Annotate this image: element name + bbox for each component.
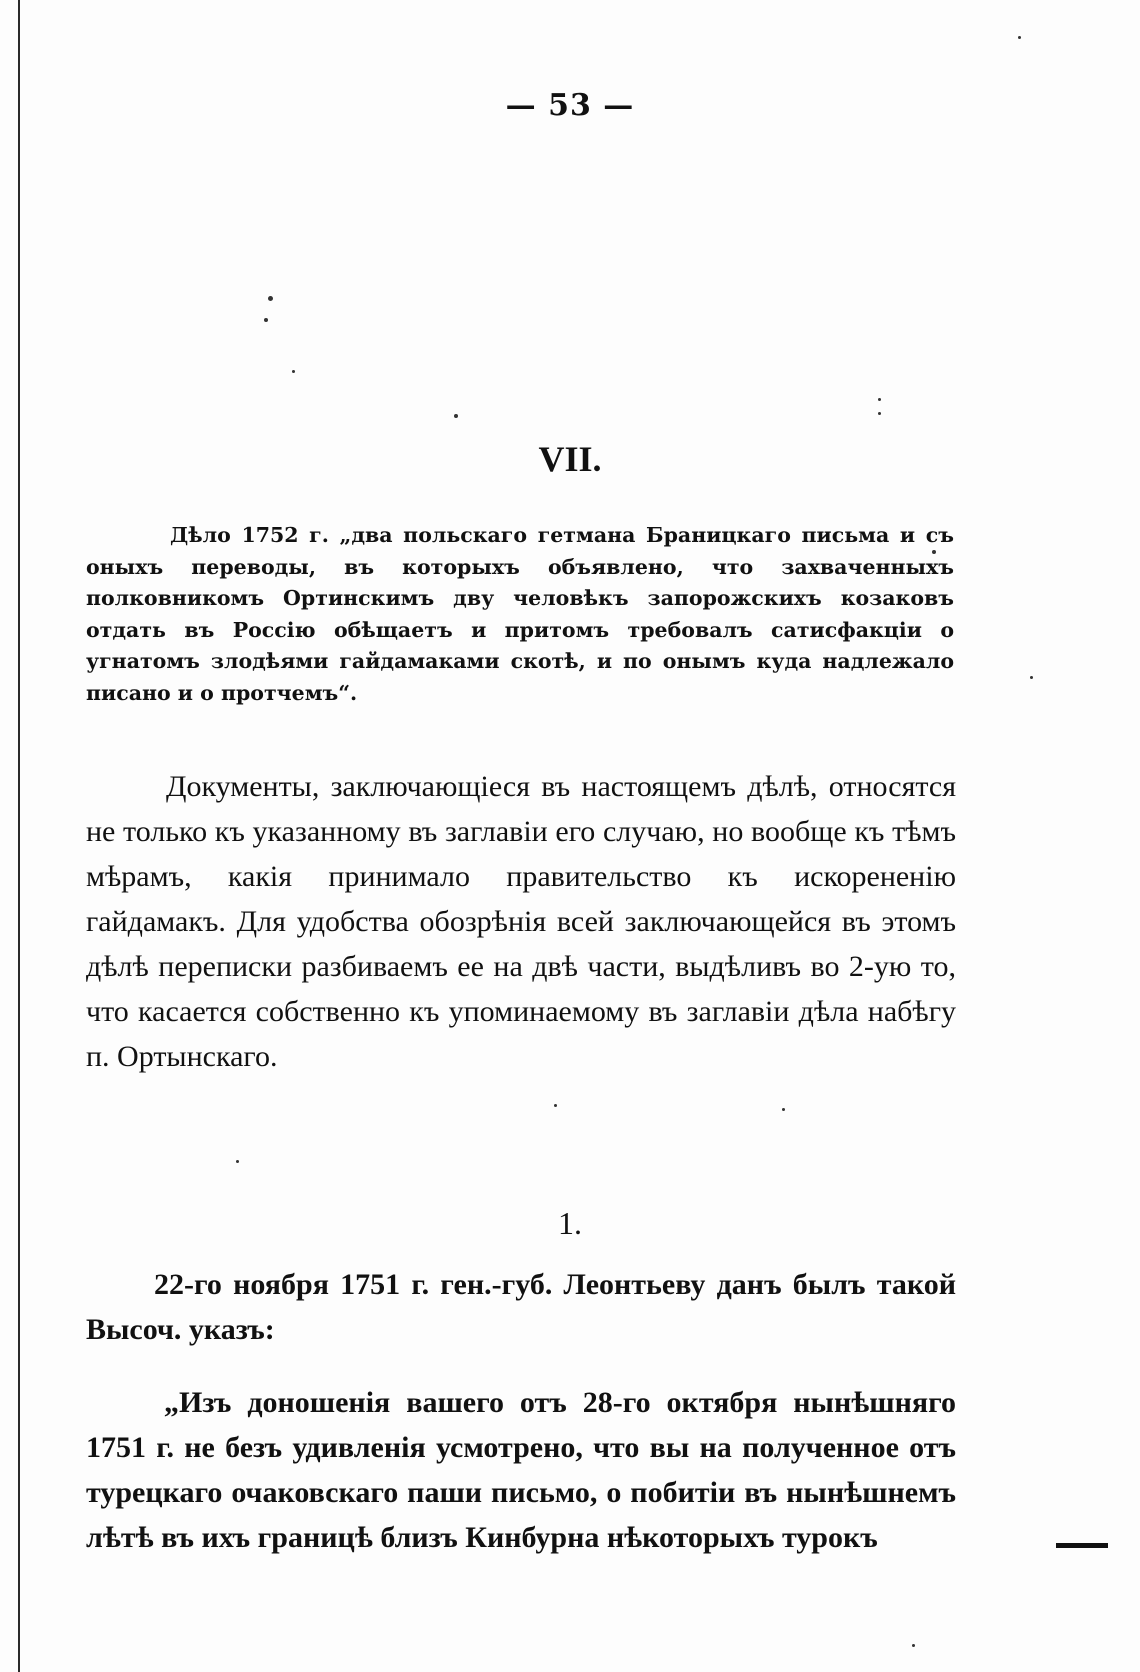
scan-speck bbox=[878, 412, 881, 415]
margin-dash-mark bbox=[1056, 1543, 1108, 1548]
scan-speck bbox=[878, 398, 881, 401]
section-title: VII. bbox=[538, 439, 602, 479]
body-paragraph-2: 22-го ноября 1751 г. ген.-губ. Леонтьеву данъ былъ такой Высоч. указъ: bbox=[86, 1268, 956, 1346]
page-number: — 53 — bbox=[505, 88, 635, 123]
scan-speck bbox=[554, 1104, 557, 1107]
scan-speck bbox=[932, 550, 936, 554]
scan-speck bbox=[782, 1108, 785, 1111]
scan-speck bbox=[912, 1644, 915, 1647]
scan-speck bbox=[454, 414, 458, 418]
subsection-number: 1. bbox=[558, 1205, 582, 1241]
scan-speck bbox=[1030, 676, 1033, 679]
body-paragraph-3: „Изъ доношенія вашего отъ 28-го октября нынѣшняго 1751 г. не безъ удивленія усмотрено, что вы на полученное отъ турецкаго очаковскаго паши письмо, о побитіи въ нынѣшнемъ лѣтѣ въ ихъ границѣ близъ Кинбурна нѣкоторыхъ турокъ bbox=[86, 1386, 956, 1554]
document-abstract: Дѣло 1752 г. „два польскаго гетмана Браницкаго письма и съ оныхъ переводы, въ которыхъ объявлено, что захваченныхъ полковникомъ Ортинскимъ дву человѣкъ запорожскихъ козаковъ отдать въ Россію обѣщаетъ и притомъ требовалъ сатисфакціи о угнатомъ злодѣями гайдамаками скотѣ, и по онымъ куда надлежало писано и о протчемъ“. bbox=[86, 523, 954, 705]
scan-edge-line bbox=[18, 0, 20, 1672]
scan-speck bbox=[1018, 36, 1021, 39]
scan-speck bbox=[236, 1160, 239, 1163]
scan-speck bbox=[264, 318, 268, 322]
scan-speck bbox=[268, 296, 273, 301]
body-paragraph-1: Документы, заключающіеся въ настоящемъ дѣлѣ, относятся не только къ указанному въ заглавіи его случаю, но вообще къ тѣмъ мѣрамъ, какія принимало правительство къ искорененію гайдамакъ. Для удобства обозрѣнія всей заключающейся въ этомъ дѣлѣ переписки разбиваемъ ее на двѣ части, выдѣливъ во 2-ую то, что касается собственно къ упоминаемому въ заглавіи дѣла набѣгу п. Ортынскаго. bbox=[86, 770, 956, 1073]
scan-speck bbox=[292, 370, 295, 373]
